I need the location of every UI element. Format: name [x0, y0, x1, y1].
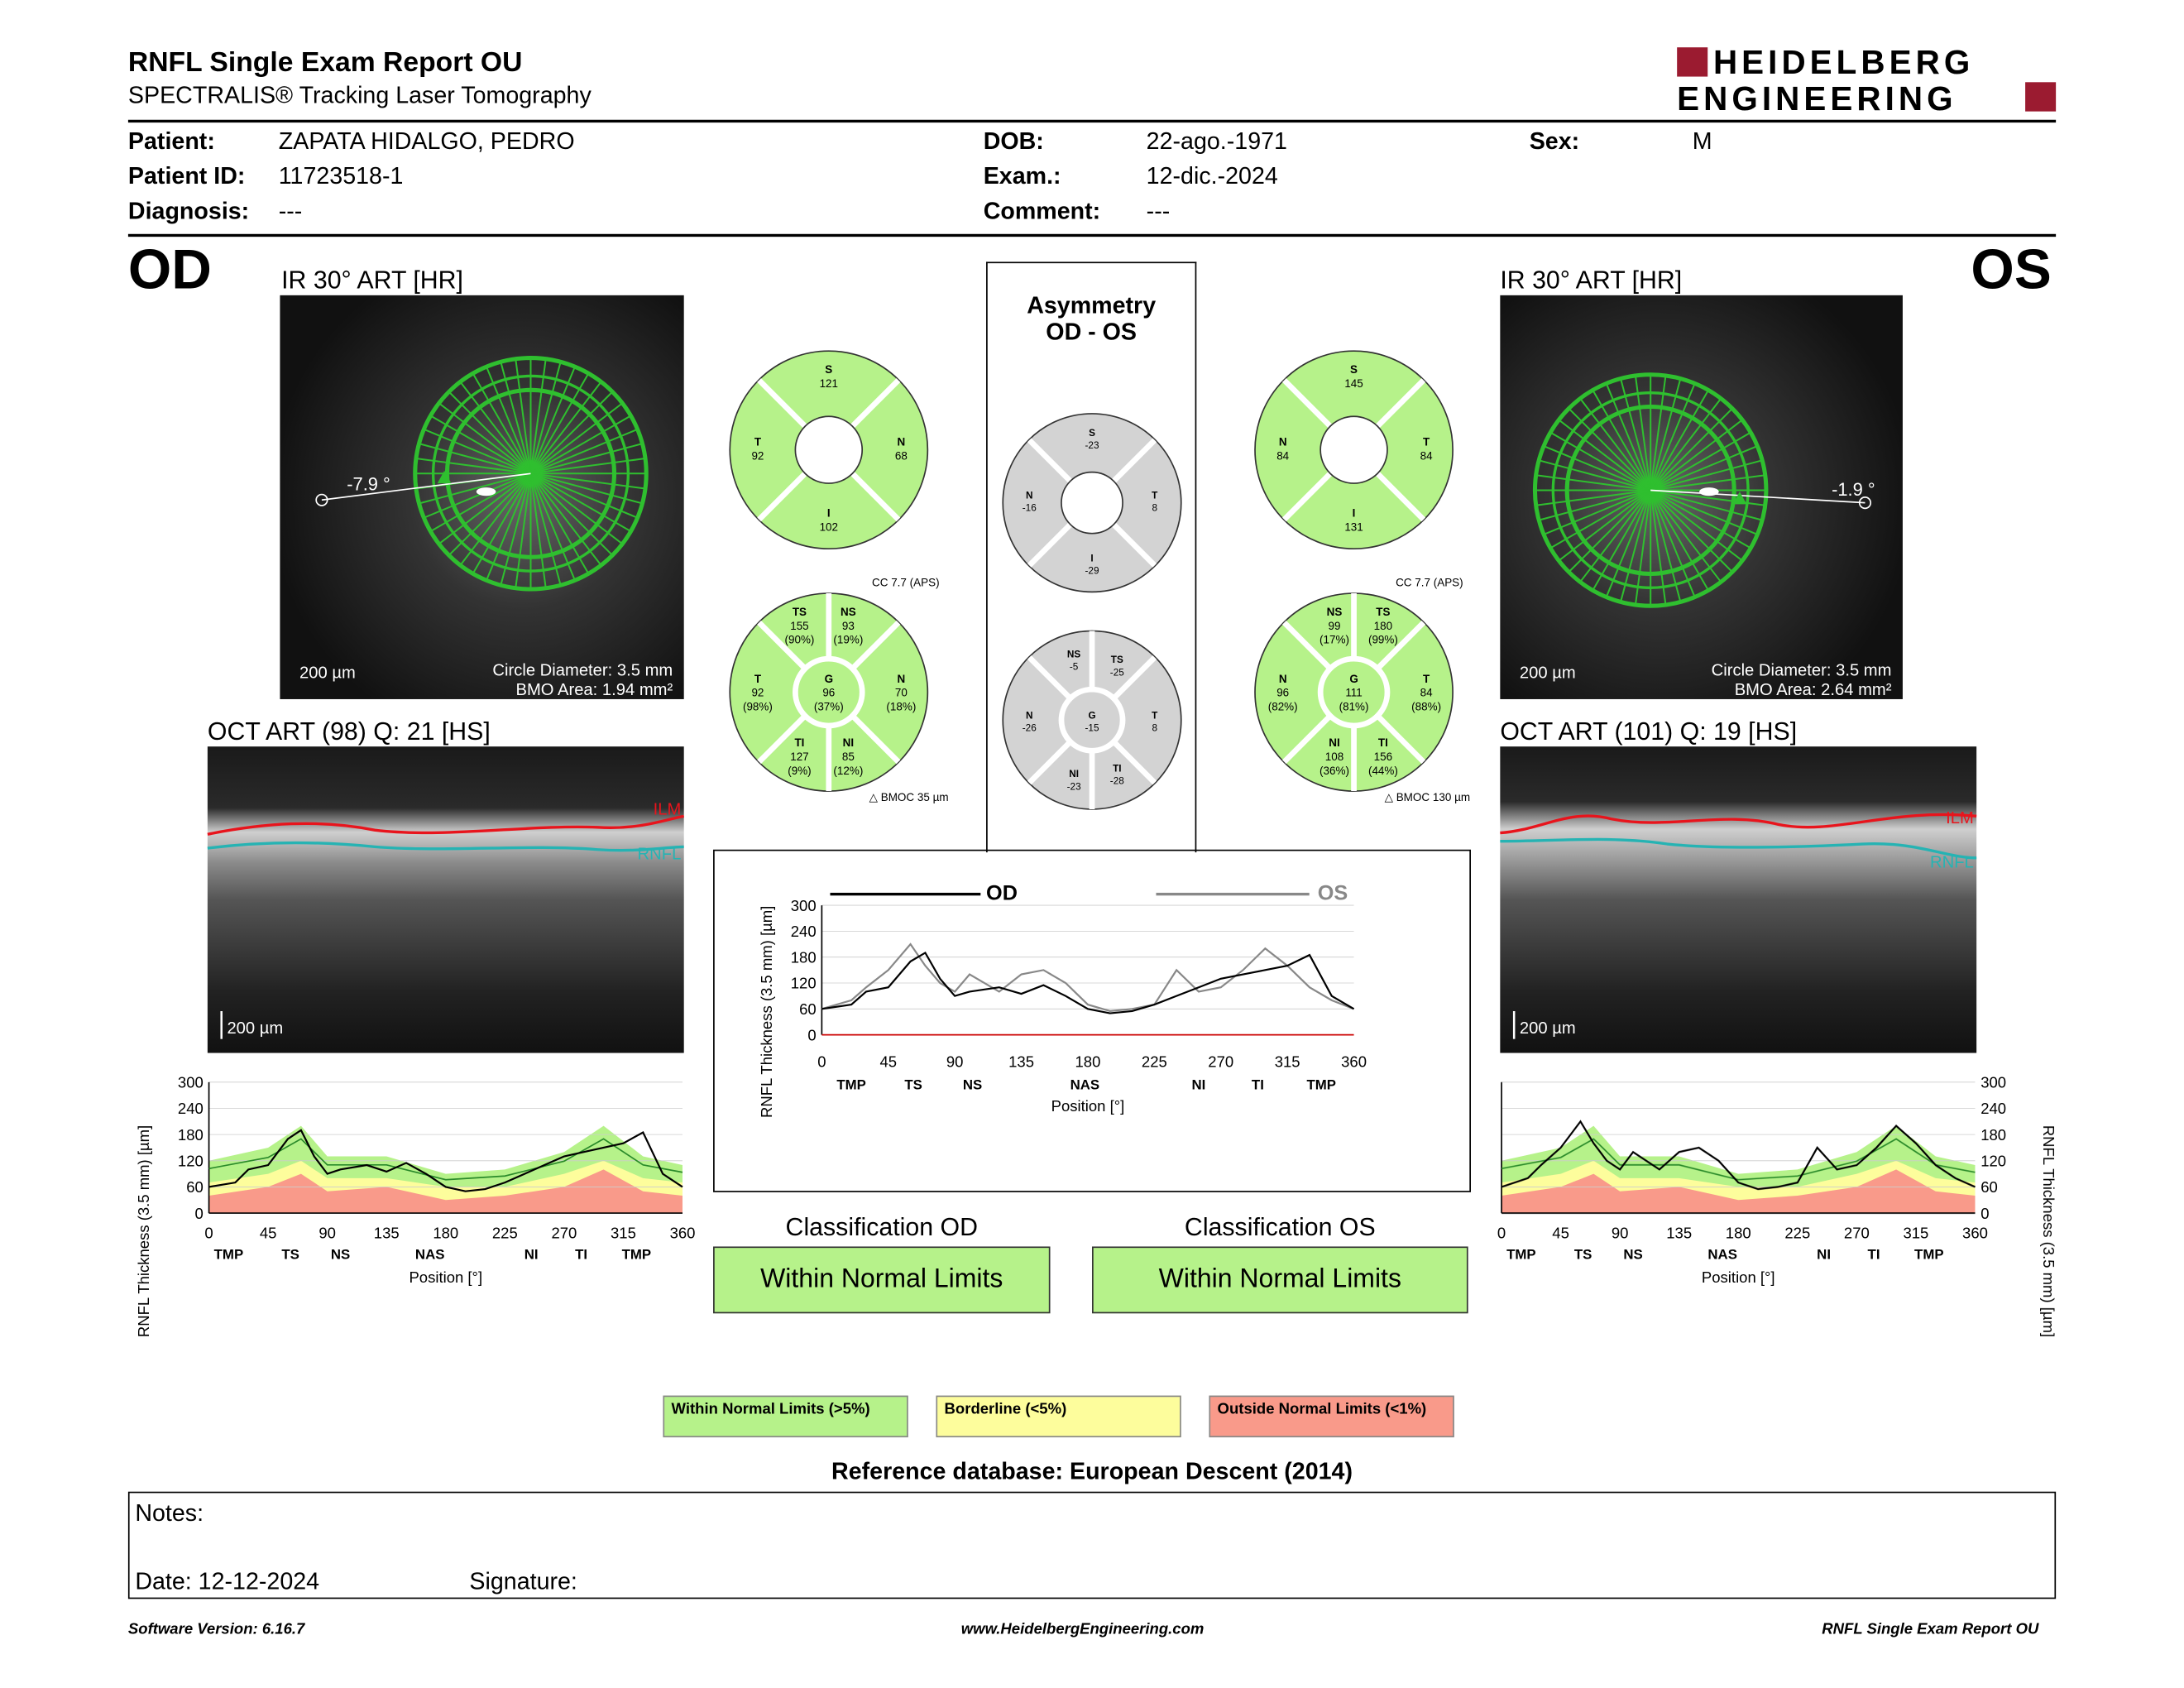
legend-os-line — [1156, 893, 1309, 895]
od-g-value: 96 — [822, 686, 836, 699]
os-oct-title: OCT ART (101) Q: 19 [HS] — [1500, 717, 1798, 746]
comment: --- — [1146, 198, 1171, 224]
svg-text:N: N — [1278, 672, 1287, 685]
svg-text:T: T — [1152, 710, 1158, 722]
os-q-n-label: N — [1278, 435, 1287, 448]
os-circle-diameter: Circle Diameter: 3.5 mm — [1711, 659, 1892, 680]
patient-id: 11723518-1 — [278, 162, 404, 189]
od-q-i-label: I — [826, 506, 831, 520]
od-ni-pct: (12%) — [833, 764, 864, 777]
od-q-n-label: N — [897, 435, 906, 448]
x-tick-label: 270 — [1208, 1053, 1234, 1071]
svg-text:N: N — [1026, 490, 1033, 501]
od-quadrant-chart — [727, 348, 931, 552]
os-ts-pct: (99%) — [1367, 633, 1398, 646]
od-ns-pct: (19%) — [833, 633, 864, 646]
report-subtitle: SPECTRALIS® Tracking Laser Tomography — [127, 82, 592, 109]
od-fundus-image — [280, 295, 683, 699]
scan-spoke — [419, 444, 531, 473]
od-ti-value: 127 — [790, 750, 809, 764]
od-q-s-value: 121 — [819, 376, 839, 390]
asym-ni-value: -23 — [1066, 781, 1081, 793]
asym-g-value: -15 — [1085, 722, 1099, 734]
sector-label: NS — [330, 1246, 351, 1263]
os-q-s-label: S — [1350, 363, 1358, 376]
heidelberg-logo — [1677, 43, 2056, 117]
legend-os: OS — [1317, 881, 1348, 906]
os-q-t-value: 84 — [1420, 449, 1433, 463]
x-tick-label: 180 — [433, 1224, 459, 1242]
x-tick-label: 180 — [1075, 1053, 1101, 1071]
od-oct-scale: 200 µm — [227, 1018, 284, 1038]
scan-spoke — [1621, 490, 1650, 602]
x-tick-label: 315 — [1274, 1053, 1300, 1071]
os-angle: -1.9 ° — [1832, 479, 1875, 501]
sector-label: TI — [1867, 1246, 1880, 1263]
scan-spoke — [500, 473, 530, 585]
svg-text:I: I — [1090, 553, 1094, 564]
os-q-i-label: I — [1352, 506, 1356, 520]
os-rnfl-label: RNFL — [1930, 852, 1974, 872]
od-ilm-label: ILM — [653, 799, 682, 819]
sector-label: TS — [904, 1077, 922, 1093]
classification-os-title: Classification OS — [1184, 1213, 1376, 1241]
asymmetry-title-line1: Asymmetry — [1027, 292, 1157, 319]
x-axis-label: Position [°] — [1051, 1097, 1125, 1115]
asym-s-value: -23 — [1085, 439, 1099, 451]
reference-database: Reference database: European Descent (2014) — [831, 1458, 1353, 1485]
os-n-value: 96 — [1276, 686, 1290, 699]
asym-ti-value: -28 — [1109, 775, 1124, 787]
sector-label: TMP — [1506, 1246, 1536, 1263]
dob: 22-ago.-1971 — [1146, 127, 1287, 155]
diagnosis: --- — [278, 198, 303, 224]
asymmetry-quadrant-chart — [990, 401, 1194, 605]
od-n-pct: (18%) — [886, 700, 917, 713]
svg-text:N: N — [1026, 710, 1033, 722]
svg-text:T: T — [1152, 490, 1158, 501]
y-axis-label: RNFL Thickness (3.5 mm) [µm] — [135, 1125, 153, 1338]
od-thickness-chart — [132, 1066, 696, 1338]
sector-label: TMP — [621, 1246, 652, 1263]
y-tick-label: 180 — [790, 948, 817, 966]
svg-text:T: T — [754, 672, 762, 685]
os-eye-label: OS — [1971, 239, 2052, 301]
y-tick-label: 0 — [807, 1026, 817, 1044]
x-tick-label: 315 — [1903, 1224, 1929, 1242]
software-version: Software Version: 6.16.7 — [127, 1621, 305, 1638]
x-tick-label: 0 — [204, 1224, 213, 1242]
y-tick-label: 0 — [1980, 1204, 1990, 1222]
od-g-pct: (37%) — [813, 700, 844, 713]
od-bmoc: △ BMOC 35 µm — [869, 791, 949, 804]
sector-label: TI — [1251, 1077, 1264, 1093]
sector-label: TMP — [213, 1246, 244, 1263]
od-q-s-label: S — [825, 363, 833, 376]
x-tick-label: 90 — [946, 1053, 964, 1071]
os-cc-label: CC 7.7 (APS) — [1396, 576, 1463, 589]
sector-label: NI — [524, 1246, 539, 1263]
y-axis-label: RNFL Thickness (3.5 mm) [µm] — [2039, 1125, 2057, 1338]
signature-label: Signature: — [469, 1568, 577, 1595]
os-ti-pct: (44%) — [1367, 764, 1398, 777]
comment-label: Comment: — [983, 198, 1101, 224]
svg-text:T: T — [1422, 672, 1430, 685]
y-tick-label: 120 — [1980, 1152, 2007, 1170]
svg-text:TS: TS — [1376, 605, 1391, 618]
notes-date: Date: 12-12-2024 — [135, 1568, 320, 1595]
x-axis-label: Position [°] — [409, 1268, 483, 1287]
x-tick-label: 225 — [1784, 1224, 1811, 1242]
sector-label: TS — [1573, 1246, 1592, 1263]
legend-within-normal: Within Normal Limits (>5%) — [663, 1396, 908, 1437]
od-ns-value: 93 — [841, 619, 855, 632]
sector-label: NAS — [1070, 1077, 1100, 1093]
scan-spoke — [530, 444, 642, 473]
os-q-n-value: 84 — [1276, 449, 1290, 463]
os-ir-scale: 200 µm — [1519, 663, 1576, 683]
sector-label: NAS — [1707, 1246, 1737, 1263]
svg-text:TS: TS — [792, 605, 807, 618]
svg-text:HEIDELBERG: HEIDELBERG — [1712, 43, 1975, 82]
x-tick-label: 135 — [1008, 1053, 1035, 1071]
os-bmoc-value: BMOC 130 µm — [1396, 791, 1471, 804]
os-ti-value: 156 — [1373, 750, 1393, 764]
os-n-pct: (82%) — [1267, 700, 1298, 713]
svg-text:G: G — [1088, 710, 1096, 722]
od-sector-chart — [727, 591, 931, 794]
os-ns-value: 99 — [1328, 619, 1341, 632]
od-rnfl-label: RNFL — [637, 844, 682, 864]
sector-label: NI — [1191, 1077, 1206, 1093]
scan-spoke — [1650, 490, 1680, 602]
sector-label: NAS — [414, 1246, 445, 1263]
y-tick-label: 240 — [177, 1100, 204, 1118]
os-ni-value: 108 — [1324, 750, 1344, 764]
svg-text:G: G — [824, 672, 834, 685]
classification-od-title: Classification OD — [785, 1213, 978, 1241]
y-axis-label: RNFL Thickness (3.5 mm) [µm] — [757, 905, 775, 1118]
scan-spoke — [1621, 379, 1650, 491]
scan-spoke — [1650, 379, 1680, 491]
sector-label: NS — [962, 1077, 983, 1093]
sector-label: NI — [1817, 1246, 1832, 1263]
patient-name: ZAPATA HIDALGO, PEDRO — [278, 127, 575, 155]
scan-spoke — [1539, 490, 1650, 520]
svg-text:S: S — [1089, 427, 1095, 439]
scan-spoke — [1650, 460, 1762, 490]
od-t-pct: (98%) — [742, 700, 773, 713]
asym-t-value: 8 — [1152, 502, 1158, 514]
os-ni-pct: (36%) — [1320, 764, 1349, 777]
legend-outside-normal: Outside Normal Limits (<1%) — [1209, 1396, 1454, 1437]
x-tick-label: 315 — [611, 1224, 636, 1242]
svg-text:TI: TI — [794, 736, 805, 750]
od-q-t-value: 92 — [751, 449, 764, 463]
os-t-value: 84 — [1420, 686, 1433, 699]
legend-od: OD — [986, 881, 1018, 906]
website-link[interactable]: www.HeidelbergEngineering.com — [960, 1621, 1205, 1638]
diagnosis-label: Diagnosis: — [127, 198, 250, 224]
os-g-pct: (81%) — [1339, 700, 1369, 713]
scan-spoke — [500, 362, 530, 473]
sex: M — [1692, 127, 1712, 155]
asym-st-value: 8 — [1152, 722, 1158, 734]
os-ts-value: 180 — [1373, 619, 1393, 632]
os-q-s-value: 145 — [1344, 376, 1363, 390]
od-eye-label: OD — [127, 239, 212, 301]
os-ir-title: IR 30° ART [HR] — [1500, 266, 1683, 295]
x-tick-label: 0 — [1497, 1224, 1506, 1242]
svg-text:TS: TS — [1110, 655, 1123, 666]
svg-text:NS: NS — [1066, 649, 1081, 660]
os-line — [821, 944, 1353, 1011]
os-bmo-area: BMO Area: 2.64 mm² — [1734, 679, 1892, 699]
svg-text:TI: TI — [1377, 736, 1388, 750]
asymmetry-title — [986, 292, 1196, 345]
y-tick-label: 0 — [194, 1204, 204, 1222]
classification-os-box: Within Normal Limits — [1092, 1246, 1468, 1313]
x-tick-label: 180 — [1725, 1224, 1751, 1242]
sector-label: TS — [281, 1246, 299, 1263]
svg-text:NS: NS — [1326, 605, 1343, 618]
sector-label: NS — [1623, 1246, 1643, 1263]
x-axis-label: Position [°] — [1701, 1268, 1775, 1287]
sector-label: TMP — [1914, 1246, 1944, 1263]
scan-spoke — [1539, 460, 1650, 490]
sector-label: TMP — [1306, 1077, 1337, 1093]
asymmetry-title-line2: OD - OS — [1046, 319, 1138, 346]
y-tick-label: 60 — [186, 1178, 204, 1196]
x-tick-label: 360 — [669, 1224, 696, 1242]
os-thickness-chart — [1495, 1066, 2057, 1338]
x-tick-label: 225 — [491, 1224, 518, 1242]
od-q-i-value: 102 — [819, 520, 839, 534]
y-tick-label: 300 — [790, 896, 817, 914]
y-tick-label: 240 — [1980, 1100, 2007, 1118]
patient-id-label: Patient ID: — [127, 162, 246, 189]
classification-od-box: Within Normal Limits — [713, 1246, 1050, 1313]
sex-label: Sex: — [1529, 127, 1580, 155]
x-tick-label: 45 — [259, 1224, 277, 1242]
os-t-pct: (88%) — [1411, 700, 1442, 713]
scan-spoke — [419, 473, 531, 503]
od-angle: -7.9 ° — [347, 473, 390, 495]
od-ir-scale: 200 µm — [299, 663, 356, 683]
od-q-t-label: T — [754, 435, 762, 448]
os-sector-chart — [1252, 591, 1456, 794]
svg-text:NI: NI — [842, 736, 855, 750]
x-tick-label: 270 — [551, 1224, 577, 1242]
legend-borderline: Borderline (<5%) — [936, 1396, 1181, 1437]
x-tick-label: 360 — [1962, 1224, 1988, 1242]
svg-text:NI: NI — [1069, 769, 1080, 780]
scan-spoke — [530, 473, 560, 585]
y-tick-label: 120 — [790, 974, 817, 992]
patient-label: Patient: — [127, 127, 215, 155]
x-tick-label: 90 — [1611, 1224, 1629, 1242]
svg-text:G: G — [1349, 672, 1358, 685]
od-circle-diameter: Circle Diameter: 3.5 mm — [492, 659, 673, 680]
od-q-n-value: 68 — [894, 449, 908, 463]
os-q-t-label: T — [1422, 435, 1430, 448]
notes-box[interactable] — [128, 1492, 2056, 1599]
y-tick-label: 300 — [1980, 1073, 2007, 1091]
os-ns-pct: (17%) — [1320, 633, 1349, 646]
x-tick-label: 0 — [817, 1053, 826, 1071]
x-tick-label: 90 — [318, 1224, 336, 1242]
os-g-value: 111 — [1345, 686, 1363, 699]
y-tick-label: 120 — [177, 1152, 204, 1170]
os-bmoc: △ BMOC 130 µm — [1384, 791, 1471, 804]
asym-i-value: -29 — [1085, 565, 1099, 577]
report-title: RNFL Single Exam Report OU — [127, 47, 523, 79]
comparison-chart — [752, 875, 1449, 1125]
od-ts-pct: (90%) — [784, 633, 815, 646]
y-tick-label: 180 — [1980, 1125, 2007, 1144]
od-ts-value: 155 — [790, 619, 809, 632]
os-quadrant-chart — [1252, 348, 1456, 552]
od-bmo-area: BMO Area: 1.94 mm² — [515, 679, 673, 699]
legend-od-line — [830, 893, 980, 895]
exam-date: 12-dic.-2024 — [1146, 162, 1278, 189]
x-tick-label: 360 — [1341, 1053, 1367, 1071]
asym-n-value: -16 — [1022, 502, 1037, 514]
os-oct-scan — [1500, 746, 1976, 1053]
svg-text:NI: NI — [1329, 736, 1340, 750]
scan-spoke — [530, 362, 560, 473]
notes-label: Notes: — [135, 1499, 204, 1527]
asymmetry-sector-chart — [990, 618, 1194, 822]
x-tick-label: 135 — [373, 1224, 400, 1242]
os-q-i-value: 131 — [1344, 520, 1363, 534]
svg-text:TI: TI — [1113, 763, 1122, 774]
x-tick-label: 45 — [879, 1053, 898, 1071]
y-tick-label: 240 — [790, 923, 817, 941]
od-oct-scan — [208, 746, 684, 1053]
x-tick-label: 225 — [1141, 1053, 1167, 1071]
sector-label: TI — [575, 1246, 588, 1263]
od-t-value: 92 — [751, 686, 764, 699]
asym-ns-value: -5 — [1069, 661, 1079, 673]
od-cc-label: CC 7.7 (APS) — [871, 576, 940, 589]
os-ilm-label: ILM — [1946, 808, 1974, 827]
od-n-value: 70 — [894, 686, 908, 699]
svg-text:N: N — [897, 672, 906, 685]
od-oct-title: OCT ART (98) Q: 21 [HS] — [207, 717, 491, 746]
asym-sn-value: -26 — [1022, 722, 1037, 734]
os-fundus-image — [1500, 295, 1903, 699]
sector-label: TMP — [836, 1077, 866, 1093]
od-ti-pct: (9%) — [788, 764, 812, 777]
od-ni-value: 85 — [841, 750, 855, 764]
svg-text:ENGINEERING: ENGINEERING — [1677, 79, 1957, 117]
x-tick-label: 270 — [1843, 1224, 1870, 1242]
x-tick-label: 135 — [1666, 1224, 1693, 1242]
asym-ts-value: -25 — [1109, 667, 1124, 679]
exam-label: Exam.: — [983, 162, 1061, 189]
os-oct-scale: 200 µm — [1519, 1018, 1576, 1038]
y-tick-label: 60 — [799, 1000, 817, 1019]
y-tick-label: 60 — [1980, 1178, 1998, 1196]
dob-label: DOB: — [983, 127, 1044, 155]
x-tick-label: 45 — [1552, 1224, 1569, 1242]
footer-report-name: RNFL Single Exam Report OU — [1822, 1621, 2039, 1638]
svg-text:NS: NS — [841, 605, 856, 618]
y-tick-label: 180 — [177, 1125, 204, 1144]
y-tick-label: 300 — [177, 1073, 204, 1091]
scan-spoke — [530, 473, 642, 503]
od-ir-title: IR 30° ART [HR] — [281, 266, 463, 295]
od-bmoc-value: BMOC 35 µm — [880, 791, 949, 804]
